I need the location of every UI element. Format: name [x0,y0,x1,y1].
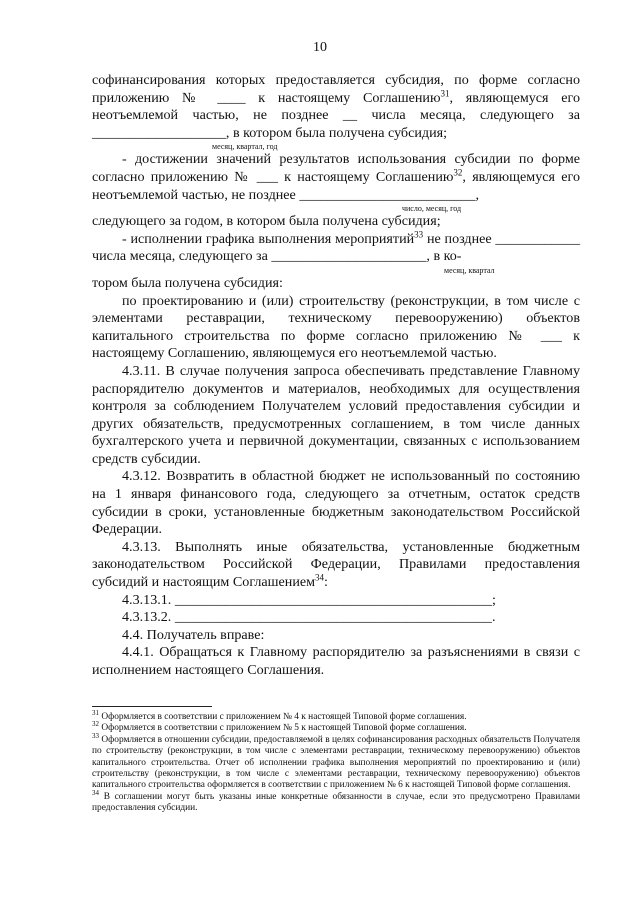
footnote-31: $^{31}$ Оформляется в соответствии с приложением № 4 к настоящей Типовой форме соглашения. [92,708,467,722]
paragraph-capital-construction: по проектированию и (или) строительству (реконструкции, в том числе с элементами реставрации, техническому перевооружению) объектов капитального строительства по форме согласно приложению № ___ к настоящему Соглашению, являющемуся его неотъемлемой частью. [92,292,580,362]
footnote-separator [92,706,212,707]
field-caption-month-quarter: месяц, квартал [444,265,495,275]
field-caption-day-month-year: число, месяц, год [402,204,462,214]
page-number: 10 [313,40,327,55]
document-body [92,72,580,680]
paragraph-reporting-cofinancing: софинансирования которых предоставляется субсидия, по форме согласно приложению № ____ к настоящему Соглашению$^{31}$, являющемуся его неотъемлемой частью, не позднее __ числа месяца, следующего за ___________________, в котором была получена субсидия; месяц, квартал, год [92,72,580,152]
clause-4-4-1: 4.4.1. Обращаться к Главному распорядителю за разъяснениями в связи с исполнением настоящего Соглашения. [92,644,580,678]
footnote-34: $^{34}$ В соглашении могут быть указаны иные конкретные обязанности в случае, если это предусмотрено Правилами предоставления субсидии. [92,788,580,814]
paragraph-schedule-execution: - исполнении графика выполнения мероприятий$^{33}$ не позднее ____________ числа месяца, следующего за ______________________, в ко- месяц, квартал тором была получена субсидия: [92,229,580,291]
clause-4-4: 4.4. Получатель вправе: [122,626,265,643]
footnote-ref-32: 32 [453,167,463,178]
clause-4-3-13: 4.3.13. Выполнять иные обязательства, установленные бюджетным законодательством Российской Федерации, Правилами предоставления субсидий и настоящим Соглашением$^{34}$: [92,538,580,591]
footnote-ref-34: 34 [315,572,325,583]
clause-4-3-13-2: 4.3.13.2. _____________________________________________. [122,609,496,626]
clause-4-3-11: 4.3.11. В случае получения запроса обеспечивать представление Главному распорядителю документов и материалов, необходимых для осуществления контроля за соблюдением Получателем условий предоставления субсидии и других обязательств, предусмотренных соглашением, в том числе данных бухгалтерского учета и первичной документации, связанных с использованием средств субсидии. [92,362,580,467]
clause-4-3-13-1: 4.3.13.1. _____________________________________________; [122,591,496,608]
footnotes [92,708,581,815]
footnote-ref-33: 33 [414,229,424,240]
footnote-ref-31: 31 [440,87,450,98]
clause-4-3-12: 4.3.12. Возвратить в областной бюджет не использованный по состоянию на 1 января финансового года, следующего за отчетным, остаток средств субсидии в сроки, установленные бюджетным законодательством Российской Федерации. [92,468,580,538]
paragraph-results-achievement: - достижении значений результатов использования субсидии по форме согласно приложению № ___ к настоящему Соглашению$^{32}$, являющемуся его неотъемлемой частью, не позднее _________________________, число, месяц, год следующего за годом, в котором была получена субсидия; [92,151,580,230]
footnote-33: $^{33}$ Оформляется в отношении субсидии, предоставляемой в целях софинансирования расходных обязательств Получателя по строительству (реконструкции, в том числе с элементами реставрации, техническому перевооружению) объектов капитального строительства. Отчет об исполнении графика выполнения мероприятий по проектированию и (или) строительству (реконструкции, в том числе с элементами реставрации, техническому перевооружению) объектов капитального строительства оформляется в соответствии с приложением № 6 к настоящей Типовой форме соглашения. [92,731,581,791]
footnote-32: $^{32}$ Оформляется в соответствии с приложением № 5 к настоящей Типовой форме соглашения. [92,720,467,734]
field-caption-month-quarter-year: месяц, квартал, год [212,142,278,152]
